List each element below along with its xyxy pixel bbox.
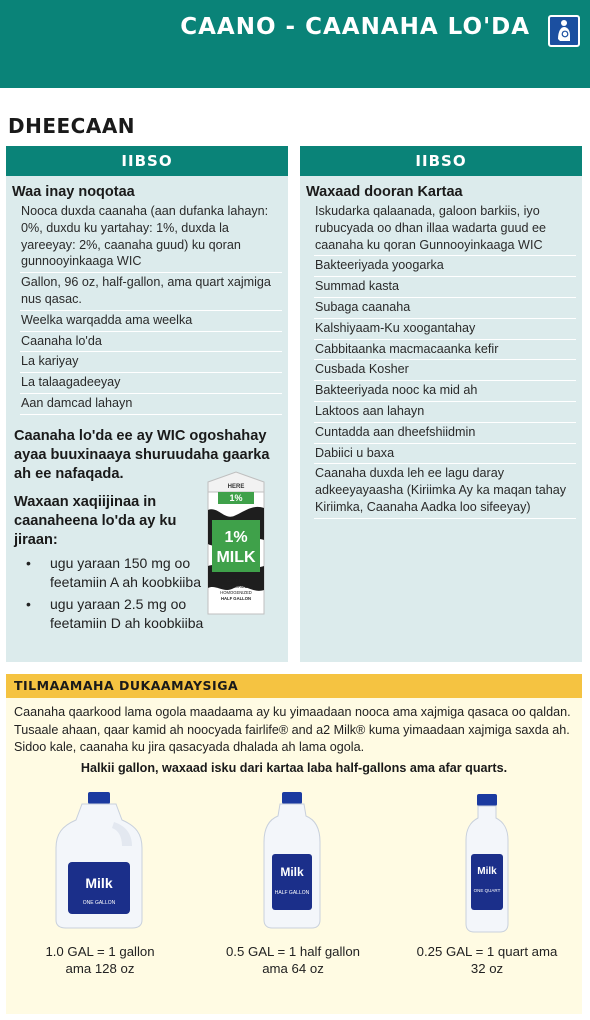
half-gallon-jug-image: [262, 790, 322, 935]
gallon-milk-label: Milk: [85, 875, 113, 891]
carton-milk: MILK: [216, 549, 256, 566]
gallon-jug-image: [52, 790, 146, 935]
gallon-size-label: ONE GALLON: [82, 900, 116, 906]
right-column: [300, 146, 582, 662]
quart-size-label: ONE QUART: [473, 888, 501, 893]
gallon-caption-line2: ama 128 oz: [65, 961, 135, 976]
breastfeeding-icon: [548, 15, 580, 47]
carton-brand: HERE: [227, 484, 245, 490]
store-notes-tip: Halkii gallon, waxaad isku dari kartaa laba half-gallons ama afar quarts.: [80, 760, 508, 775]
quart-caption-line1: 0.25 GAL = 1 quart ama: [416, 944, 558, 959]
list-item: Bakteeriyada nooc ka mid ah: [314, 381, 576, 402]
milk-carton-image: [204, 470, 268, 616]
half-gallon-caption: [218, 943, 368, 977]
list-item: Laktoos aan lahayn: [314, 402, 576, 423]
carton-fine-print-2: HOMOGENIZED: [220, 590, 252, 595]
right-column-header: IIBSO: [300, 146, 582, 176]
section-title: DHEECAAN: [8, 114, 136, 138]
list-item: Summad kasta: [314, 277, 576, 298]
right-column-subheading: Waxaad dooran Kartaa: [306, 184, 463, 200]
page-title: CAANO - CAANAHA LO'DA: [180, 14, 530, 40]
list-item: Cuntadda aan dheefshiidmin: [314, 423, 576, 444]
quart-caption: [410, 943, 564, 977]
half-gallon-caption-line1: 0.5 GAL = 1 half gallon: [225, 944, 361, 959]
list-item: Subaga caanaha: [314, 298, 576, 319]
carton-fine-print-1: PASTEURIZED: [221, 584, 251, 589]
quart-milk-label: Milk: [477, 866, 497, 877]
vitamin-d-text: ugu yaraan 2.5 mg oo feetamiin D ah koobkiiba: [50, 596, 204, 631]
list-item: Cusbada Kosher: [314, 360, 576, 381]
quart-caption-line2: 32 oz: [470, 961, 504, 976]
vitamin-callout: Waxaan xaqiijinaa in caanaheena lo'da ay ku jiraan:: [14, 494, 177, 548]
left-column-subheading: Waa inay noqotaa: [12, 184, 135, 200]
page-header: [0, 0, 590, 88]
carton-fine-print-0: GRADE A: [226, 578, 246, 583]
list-item: Gallon, 96 oz, half-gallon, ama quart xajmiga nus qasac.: [20, 273, 282, 311]
must-be-list: [20, 202, 282, 415]
list-item: Nooca duxda caanaha (aan dufanka lahayn: 0%, duxdu ku yartahay: 1%, duxda la yareeyay: 2%, caanaha guud) ku qoran gunnooyinkaaga WIC: [20, 202, 282, 273]
list-item: Caanaha lo'da: [20, 332, 282, 353]
vitamin-a-text: ugu yaraan 150 mg oo feetamiin A ah koobkiiba: [50, 555, 201, 590]
half-gallon-milk-label: Milk: [280, 865, 304, 879]
list-item: La talaagadeeyay: [20, 373, 282, 394]
store-notes-text: Caanaha qaarkood lama ogola maadaama ay ku yimaadaan nooca ama xajmiga qasaca oo qaldan. Tusaale ahaan, qaar kamid ah noocyada fairlife® and a2 Milk® kuma yimaadaan xajmiga saxda ah. Sidoo kale, caanaha ku jira qasacyada dhalada ah lama ogola.: [14, 705, 571, 754]
half-gallon-caption-line2: ama 64 oz: [262, 961, 324, 976]
list-item: Iskudarka qalaanada, galoon barkiis, iyo rubucyada oo dhan illaa wadarta guud ee caanaha ku qoran Gunnooyinkaaga WIC: [314, 202, 576, 256]
bullet-icon: •: [26, 596, 31, 612]
carton-fine-print-3: HALF GALLON: [220, 596, 252, 601]
carton-top-label: 1%: [229, 493, 243, 503]
list-item: Aan damcad lahayn: [20, 394, 282, 415]
list-item: Weelka warqadda ama weelka: [20, 311, 282, 332]
half-gallon-size-label: HALF GALLON: [274, 890, 310, 896]
store-notes-header: TILMAAMAHA DUKAAMAYSIGA: [6, 674, 582, 698]
can-choose-list: [314, 202, 576, 519]
list-item: Bakteeriyada yoogarka: [314, 256, 576, 277]
carton-percent: 1%: [224, 529, 248, 546]
list-item: Dabiici u baxa: [314, 444, 576, 465]
list-item: Caanaha duxda leh ee lagu daray adkeeyayaasha (Kiriimka Ay ka maqan tahay Kiriimka, Caanaha Aadka loo sifeeyay): [314, 464, 576, 518]
gallon-caption: [30, 943, 170, 977]
list-item: Kalshiyaam-Ku xoogantahay: [314, 319, 576, 340]
list-item: La kariyay: [20, 352, 282, 373]
list-item: Cabbitaanka macmacaanka kefir: [314, 340, 576, 361]
gallon-caption-line1: 1.0 GAL = 1 gallon: [45, 944, 155, 959]
nutrition-callout: Caanaha lo'da ee ay WIC ogoshahay ayaa buuxinaaya shuruudaha gaarka ah ee nafaqada.: [14, 428, 270, 482]
left-column-header: IIBSO: [6, 146, 288, 176]
quart-bottle-image: [464, 792, 510, 939]
bullet-icon: •: [26, 555, 31, 571]
